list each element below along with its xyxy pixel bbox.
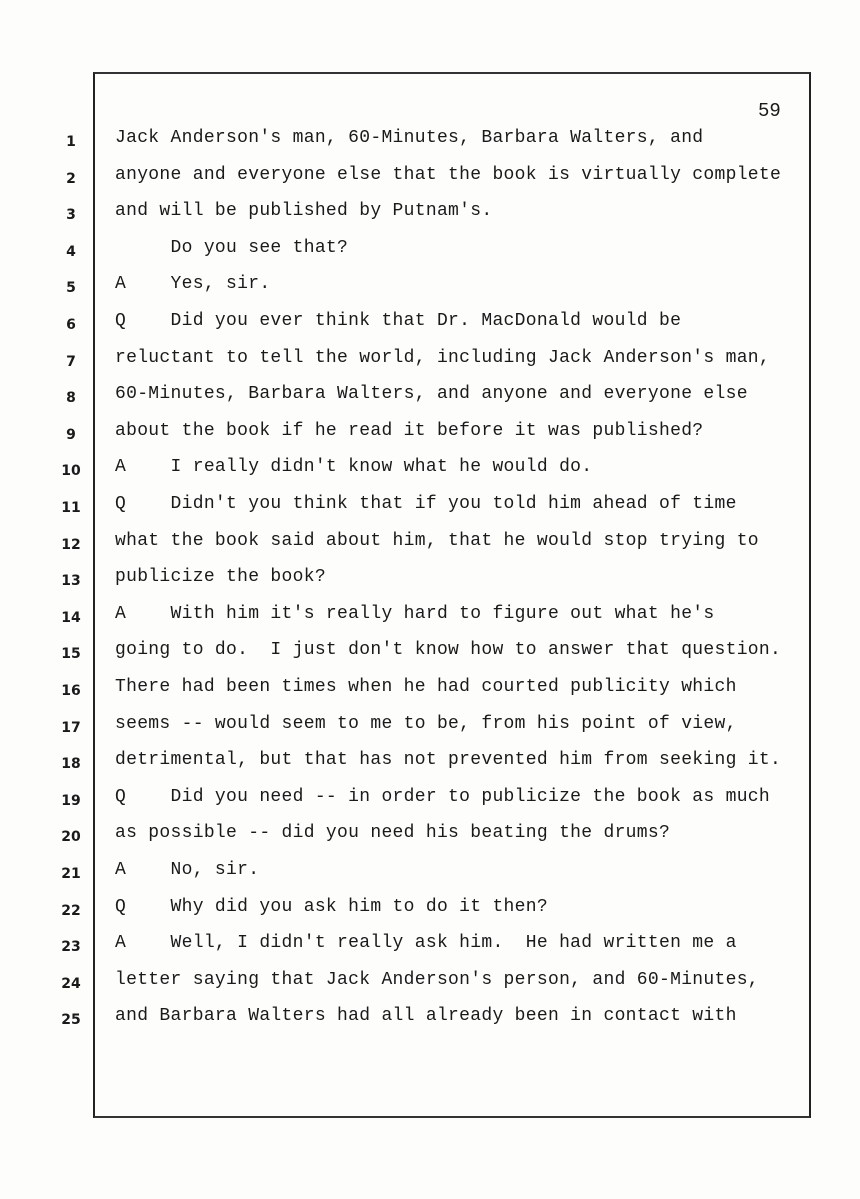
transcript-line: detrimental, but that has not prevented him from seeking it. bbox=[115, 750, 782, 770]
transcript-line: 60-Minutes, Barbara Walters, and anyone and everyone else bbox=[115, 384, 748, 404]
line-number: 2 bbox=[66, 171, 76, 187]
transcript-line: publicize the book? bbox=[115, 567, 326, 587]
transcript-line: Q Did you need -- in order to publicize the book as much bbox=[115, 787, 771, 807]
transcript-line: A With him it's really hard to figure out what he's bbox=[115, 604, 715, 624]
line-number: 22 bbox=[61, 903, 81, 919]
line-number: 20 bbox=[61, 829, 81, 845]
line-number: 23 bbox=[61, 939, 81, 955]
page-number: 59 bbox=[758, 100, 781, 122]
line-number: 16 bbox=[61, 683, 81, 699]
line-number: 8 bbox=[66, 390, 76, 406]
transcript-line: A Yes, sir. bbox=[115, 274, 271, 294]
line-number: 13 bbox=[61, 573, 81, 589]
transcript-line: what the book said about him, that he would stop trying to bbox=[115, 531, 759, 551]
transcript-line: seems -- would seem to me to be, from his point of view, bbox=[115, 714, 737, 734]
transcript-line: A I really didn't know what he would do. bbox=[115, 457, 593, 477]
line-number: 4 bbox=[66, 244, 76, 260]
line-number: 14 bbox=[61, 610, 81, 626]
line-number: 1 bbox=[66, 134, 76, 150]
line-number: 17 bbox=[61, 720, 81, 736]
line-number: 6 bbox=[66, 317, 76, 333]
line-number: 19 bbox=[61, 793, 81, 809]
line-number: 25 bbox=[61, 1012, 81, 1028]
transcript-line: A Well, I didn't really ask him. He had written me a bbox=[115, 933, 737, 953]
transcript-line: going to do. I just don't know how to answer that question. bbox=[115, 640, 782, 660]
transcript-line: There had been times when he had courted publicity which bbox=[115, 677, 737, 697]
line-number: 24 bbox=[61, 976, 81, 992]
line-number: 7 bbox=[66, 354, 76, 370]
line-number: 3 bbox=[66, 207, 76, 223]
transcript-line: Q Didn't you think that if you told him ahead of time bbox=[115, 494, 737, 514]
transcript-line: about the book if he read it before it was published? bbox=[115, 421, 704, 441]
line-number: 12 bbox=[61, 537, 81, 553]
line-number: 11 bbox=[61, 500, 81, 516]
line-number: 10 bbox=[61, 463, 81, 479]
transcript-line: letter saying that Jack Anderson's person, and 60-Minutes, bbox=[115, 970, 759, 990]
transcript-line: Do you see that? bbox=[115, 238, 349, 258]
transcript-page-frame bbox=[93, 72, 811, 1118]
line-number: 18 bbox=[61, 756, 81, 772]
line-number: 21 bbox=[61, 866, 81, 882]
transcript-line: Jack Anderson's man, 60-Minutes, Barbara Walters, and bbox=[115, 128, 704, 148]
transcript-line: reluctant to tell the world, including Jack Anderson's man, bbox=[115, 348, 771, 368]
transcript-line: A No, sir. bbox=[115, 860, 260, 880]
transcript-line: Q Why did you ask him to do it then? bbox=[115, 897, 548, 917]
transcript-line: and will be published by Putnam's. bbox=[115, 201, 493, 221]
line-number: 15 bbox=[61, 646, 81, 662]
transcript-line: anyone and everyone else that the book is virtually complete bbox=[115, 165, 782, 185]
line-number: 9 bbox=[66, 427, 76, 443]
line-number: 5 bbox=[66, 280, 76, 296]
transcript-line: as possible -- did you need his beating the drums? bbox=[115, 823, 671, 843]
transcript-line: and Barbara Walters had all already been in contact with bbox=[115, 1006, 737, 1026]
transcript-line: Q Did you ever think that Dr. MacDonald would be bbox=[115, 311, 682, 331]
